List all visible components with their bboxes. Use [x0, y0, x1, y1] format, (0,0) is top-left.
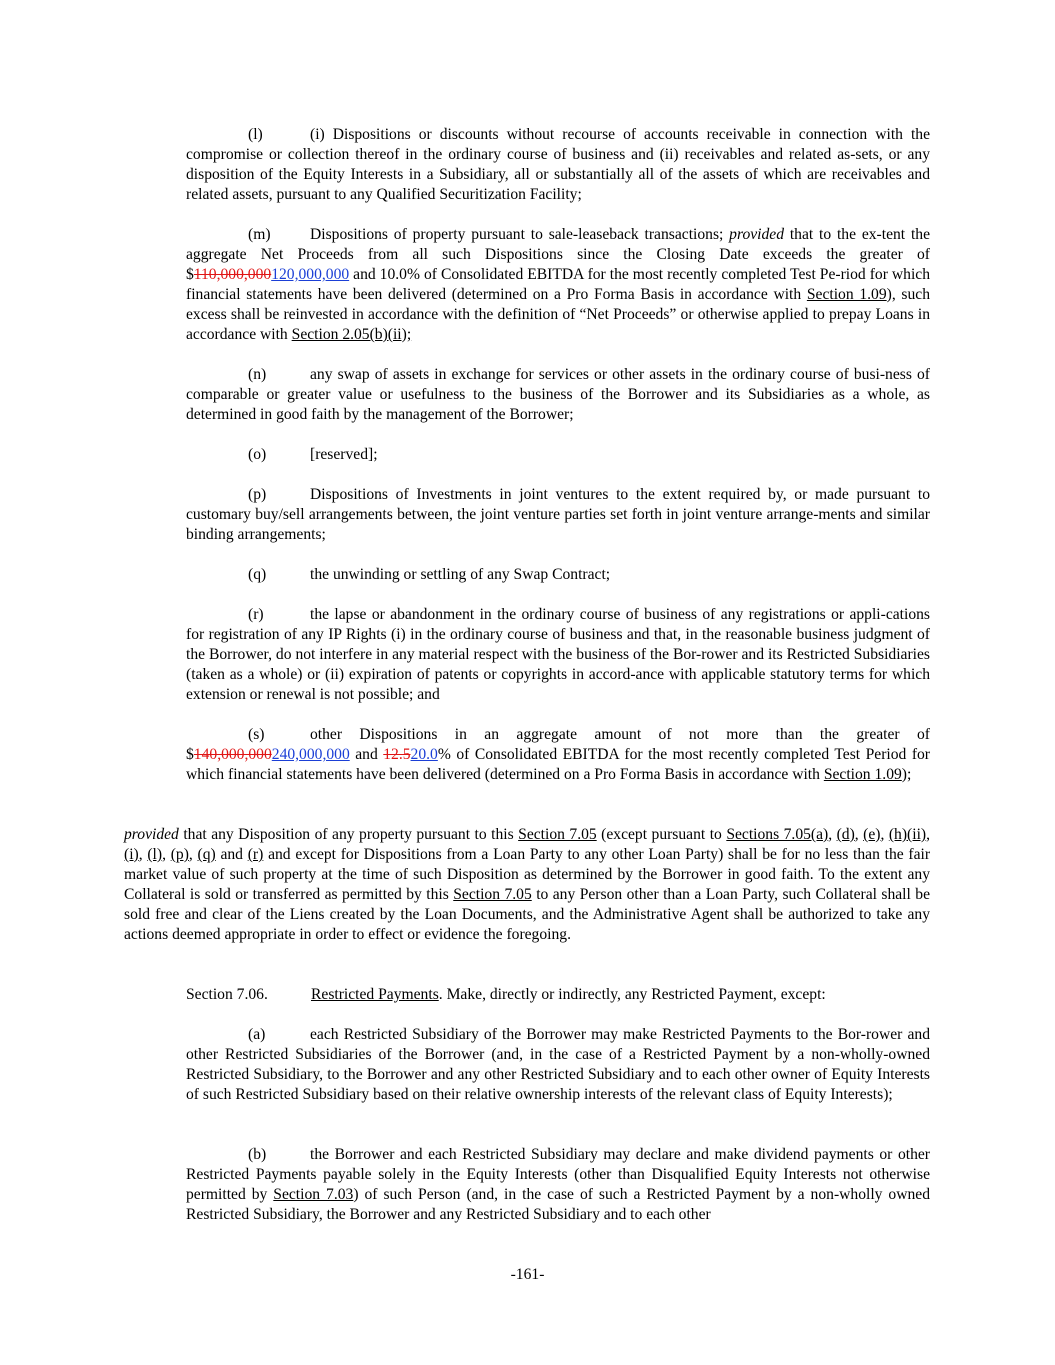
separator: ,: [138, 846, 148, 863]
section-title: Restricted Payments: [311, 986, 439, 1003]
separator: and: [215, 846, 248, 863]
italic-term: provided: [729, 226, 785, 243]
clause-label: (l): [248, 126, 263, 143]
italic-term: provided: [124, 826, 179, 843]
section-number: Section 7.06.: [186, 986, 268, 1003]
inserted-amount: 240,000,000: [271, 746, 350, 763]
section-heading-7-06: [186, 985, 930, 1005]
clause-text: % of Consolidated EBITDA for the most recently completed Test Period for which financial statements have been delivered (determined on a Pro Forma Basis in accordance with: [186, 746, 930, 783]
clause-label: (r): [248, 606, 264, 623]
clause-text: the lapse or abandonment in the ordinary course of business of any registrations or appli-cations for registration of any IP Rights (i) in the ordinary course of business and that, in the reasonable business judgment of the Borrower, do not interfere in any material respect with the business of the Bor-rower and its Restricted Subsidiaries (taken as a whole) or (ii) expiration of patents or copyrights in accord-ance with applicable statutory terms for which extension or renewal is not possible; and: [186, 606, 930, 703]
section-reference: Section 7.05: [453, 886, 532, 903]
clause-b: [186, 1145, 930, 1225]
clause-label: (a): [248, 1026, 266, 1043]
clause-text: that to the ex-tent the aggregate Net Proceeds from all such Dispositions since the Closing Date exceeds the greater of $: [186, 226, 930, 283]
inserted-amount: 120,000,000: [271, 266, 350, 283]
deleted-amount: 110,000,000: [193, 266, 272, 283]
clause-text: (i) Dispositions or discounts without recourse of accounts receivable in connection with the compromise or collection thereof in the ordinary course of business and (ii) receivables and related as-sets, or any disposition of the Equity Interests in a Subsidiary, all or substantially all of the assets of which are receivables and related assets, pursuant to any Qualified Securitization Facility;: [186, 126, 930, 203]
clause-text: and: [349, 746, 384, 763]
clause-label: (s): [248, 726, 265, 743]
paragraph-text: and except for Dispositions from a Loan Party to any other Loan Party) shall be for no less than the fair market value of such property at the time of such Disposition as determined by the Borrower in good faith. To the extent any Collateral is sold or transferred as permitted by this: [124, 846, 931, 903]
section-reference: Section 2.05(b)(ii);: [291, 326, 412, 343]
clause-label: (q): [248, 566, 267, 583]
section-reference: (r): [247, 846, 264, 863]
clause-o: [186, 445, 930, 465]
inserted-percent: 20.0: [410, 746, 438, 763]
section-reference: (h)(ii): [888, 826, 927, 843]
section-reference: Section 1.09: [823, 766, 902, 783]
clause-text: Dispositions of property pursuant to sale-leaseback transactions;: [310, 226, 730, 243]
clause-label: (p): [248, 486, 267, 503]
clause-text: the Borrower and each Restricted Subsidiary may declare and make dividend payments or other Restricted Payments payable solely in the Equity Interests (other than Disqualified Equity Interests not otherwise permitted by: [186, 1146, 930, 1203]
clause-label: (o): [248, 446, 267, 463]
section-reference: Section 1.09: [806, 286, 887, 303]
clause-text: ) of such Person (and, in the case of such a Restricted Payment by a non-wholly owned Restricted Subsidiary, the Borrower and any Restricted Subsidiary and to each other: [186, 1186, 930, 1223]
section-reference: (d): [836, 826, 855, 843]
clause-s: [186, 725, 930, 785]
proviso-paragraph: [124, 825, 930, 945]
clause-text: other Dispositions in an aggregate amount of not more than the greater of $: [186, 726, 930, 763]
section-reference: Sections 7.05(a): [726, 826, 829, 843]
deleted-percent: 12.5: [383, 746, 411, 763]
clause-l: [186, 125, 930, 205]
section-reference: Section 7.03: [273, 1186, 354, 1203]
section-reference: (i): [124, 846, 139, 863]
clause-text: Dispositions of Investments in joint ventures to the extent required by, or made pursuant to customary buy/sell arrangements between, the joint venture parties set forth in joint venture arrange-ments and similar binding arrangements;: [186, 486, 930, 543]
clause-p: [186, 485, 930, 545]
deleted-amount: 140,000,000: [193, 746, 272, 763]
section-text: . Make, directly or indirectly, any Restricted Payment, except:: [438, 986, 826, 1003]
clause-text: and 10.0% of Consolidated EBITDA for the most recently completed Test Pe-riod for which financial statements have been delivered (determined on a Pro Forma Basis in accordance with: [186, 266, 930, 303]
clause-text: );: [901, 766, 912, 783]
separator: ,: [162, 846, 171, 863]
clause-text: each Restricted Subsidiary of the Borrower may make Restricted Payments to the Bor-rower and other Restricted Subsidiaries of the Borrower (and, in the case of a Restricted Payment by a non-wholly-owned Restricted Subsidiary, to the Borrower and any other Restricted Subsidiary and to each other owner of Equity Interests of such Restricted Subsidiary based on their relative ownership interests of the relevant class of Equity Interests);: [186, 1026, 930, 1103]
clause-label: (n): [248, 366, 267, 383]
clause-q: [186, 565, 930, 585]
paragraph-text: (except pursuant to: [596, 826, 727, 843]
separator: ,: [828, 826, 837, 843]
clause-a: [186, 1025, 930, 1105]
clause-text: [reserved];: [310, 446, 378, 463]
clause-r: [186, 605, 930, 705]
separator: ,: [854, 826, 864, 843]
paragraph-text: that any Disposition of any property pursuant to this: [178, 826, 519, 843]
clause-m: [186, 225, 930, 345]
clause-label: (m): [248, 226, 271, 243]
clause-n: [186, 365, 930, 425]
clause-text: any swap of assets in exchange for services or other assets in the ordinary course of busi-ness of comparable or greater value or usefulness to the business of the Borrower and its Subsidiaries as a whole, as determined in good faith by the management of the Borrower;: [186, 366, 930, 423]
separator: ,: [880, 826, 889, 843]
clause-text: the unwinding or settling of any Swap Contract;: [310, 566, 611, 583]
section-reference: (l): [147, 846, 163, 863]
section-reference: (p): [170, 846, 189, 863]
section-reference: (q): [197, 846, 216, 863]
clause-label: (b): [248, 1146, 267, 1163]
separator: ,: [188, 846, 198, 863]
section-reference: Section 7.05: [518, 826, 597, 843]
clause-text: ), such excess shall be reinvested in accordance with the definition of “Net Proceeds” or otherwise applied to prepay Loans in accordance with: [186, 286, 931, 343]
section-reference: (e): [863, 826, 881, 843]
paragraph-text: to any Person other than a Loan Party, such Collateral shall be sold free and clear of the Liens created by the Loan Documents, and the Administrative Agent shall be authorized to take any actions deemed appropriate in order to effect or evidence the foregoing.: [124, 886, 931, 943]
separator: ,: [926, 826, 930, 843]
page-number: -161-: [510, 1266, 545, 1283]
